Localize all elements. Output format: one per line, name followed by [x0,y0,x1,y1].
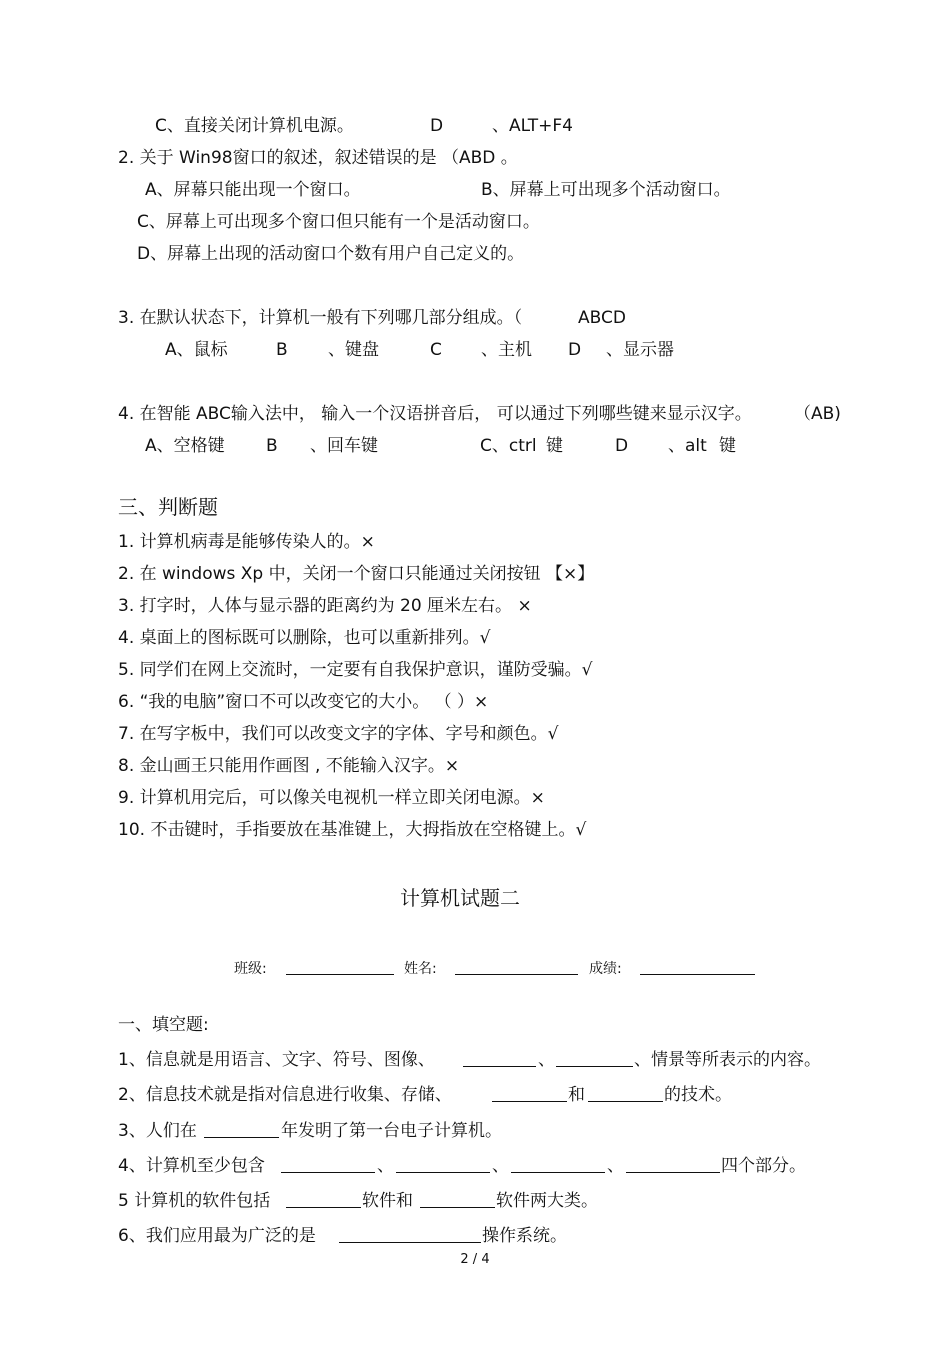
fill-q6-pre: 6、我们应用最为广泛的是 [118,1226,316,1246]
fill-q4-blank-4[interactable] [626,1156,720,1173]
name-field[interactable] [455,958,578,975]
q4-option-b-letter: B [266,436,278,456]
judge-item-10: 10. 不击键时，手指要放在基准键上，大拇指放在空格键上。√ [118,820,587,840]
judge-item-7: 7. 在写字板中，我们可以改变文字的字体、字号和颜色。√ [118,724,559,744]
score-label: 成绩: [589,961,622,977]
fill-q6-blank[interactable] [339,1226,481,1243]
fill-q3-pre: 3、人们在 [118,1121,197,1141]
fill-q3-post: 年发明了第一台电子计算机。 [281,1121,502,1141]
q2-option-a: A、屏幕只能出现一个窗口。 [145,180,361,200]
fill-q5-pre: 5 计算机的软件包括 [118,1191,271,1211]
fill-q2-blank-2[interactable] [588,1085,663,1102]
name-label: 姓名: [404,961,437,977]
fill-q5-mid: 软件和 [362,1191,413,1211]
fill-q4-pre: 4、计算机至少包含 [118,1156,265,1176]
judge-item-1: 1. 计算机病毒是能够传染人的。× [118,532,375,552]
q4-option-d-key: 键 [719,436,736,456]
judge-item-8: 8. 金山画王只能用作画图 , 不能输入汉字。× [118,756,460,776]
judge-item-2: 2. 在 windows Xp 中，关闭一个窗口只能通过关闭按钮 【×】 [118,564,595,584]
fill-q1-blank-1[interactable] [463,1050,536,1067]
q2-option-c: C、屏幕上可出现多个窗口但只能有一个是活动窗口。 [137,212,540,232]
fill-heading: 一、填空题: [118,1015,209,1035]
class-field[interactable] [286,958,394,975]
judge-item-9: 9. 计算机用完后，可以像关电视机一样立即关闭电源。× [118,788,545,808]
fill-q4-sep-1: 、 [377,1156,394,1176]
fill-q4-blank-3[interactable] [511,1156,605,1173]
q2-option-d: D、屏幕上出现的活动窗口个数有用户自己定义的。 [137,244,525,264]
q4-option-d-letter: D [615,436,629,456]
class-label: 班级: [234,961,267,977]
q1-option-d-text: 、ALT+F4 [492,116,573,136]
q3-option-b-text: 、键盘 [328,340,379,360]
q3-option-d-letter: D [568,340,582,360]
fill-q4-sep-2: 、 [492,1156,509,1176]
fill-q1-post: 、情景等所表示的内容。 [634,1050,821,1070]
q4-stem: 4. 在智能 ABC输入法中， 输入一个汉语拼音后， 可以通过下列哪些键来显示汉字。 [118,404,752,424]
fill-q2-post: 的技术。 [664,1085,732,1105]
fill-q4-blank-1[interactable] [281,1156,375,1173]
fill-q5-blank-1[interactable] [286,1191,361,1208]
fill-q6-post: 操作系统。 [482,1226,567,1246]
q4-option-c-key: 键 [546,436,563,456]
q3-option-c-text: 、主机 [481,340,532,360]
q4-option-b-text: 、回车键 [310,436,378,456]
q3-stem: 3. 在默认状态下，计算机一般有下列哪几部分组成。（ [118,308,523,328]
q3-option-b-letter: B [276,340,288,360]
section3-heading: 三、判断题 [118,495,218,519]
q4-answer: （AB) [794,404,841,424]
judge-item-4: 4. 桌面上的图标既可以删除，也可以重新排列。√ [118,628,491,648]
judge-item-5: 5. 同学们在网上交流时，一定要有自我保护意识，谨防受骗。√ [118,660,593,680]
page-number: 2 / 4 [460,1252,490,1267]
exam2-title: 计算机试题二 [400,886,520,910]
judge-item-3: 3. 打字时，人体与显示器的距离约为 20 厘米左右。 × [118,596,532,616]
q2-stem: 2. 关于 Win98窗口的叙述，叙述错误的是 （ABD 。 [118,148,518,168]
fill-q4-sep-3: 、 [607,1156,624,1176]
fill-q2-blank-1[interactable] [492,1085,567,1102]
fill-q4-post: 四个部分。 [721,1156,806,1176]
fill-q5-blank-2[interactable] [420,1191,495,1208]
judge-item-6: 6. “我的电脑”窗口不可以改变它的大小。 （ ）× [118,692,489,712]
fill-q4-blank-2[interactable] [396,1156,490,1173]
fill-q2-pre: 2、信息技术就是指对信息进行收集、存储、 [118,1085,452,1105]
q1-option-c: C、直接关闭计算机电源。 [155,116,354,136]
q3-option-c-letter: C [430,340,442,360]
fill-q3-blank[interactable] [204,1121,279,1138]
q1-option-d-letter: D [430,116,444,136]
q3-answer: ABCD [578,308,626,328]
q3-option-a: A、鼠标 [165,340,228,360]
q2-option-b: B、屏幕上可出现多个活动窗口。 [481,180,731,200]
q3-option-d-text: 、显示器 [606,340,674,360]
fill-q1-pre: 1、信息就是用语言、文字、符号、图像、 [118,1050,435,1070]
fill-q2-mid: 和 [568,1085,585,1105]
q4-option-c-text: C、ctrl [480,436,537,456]
q4-option-d-text: 、alt [668,436,707,456]
q4-option-a: A、空格键 [145,436,225,456]
fill-q1-blank-2[interactable] [556,1050,633,1067]
score-field[interactable] [640,958,755,975]
fill-q5-post: 软件两大类。 [496,1191,598,1211]
fill-q1-sep: 、 [538,1050,555,1070]
